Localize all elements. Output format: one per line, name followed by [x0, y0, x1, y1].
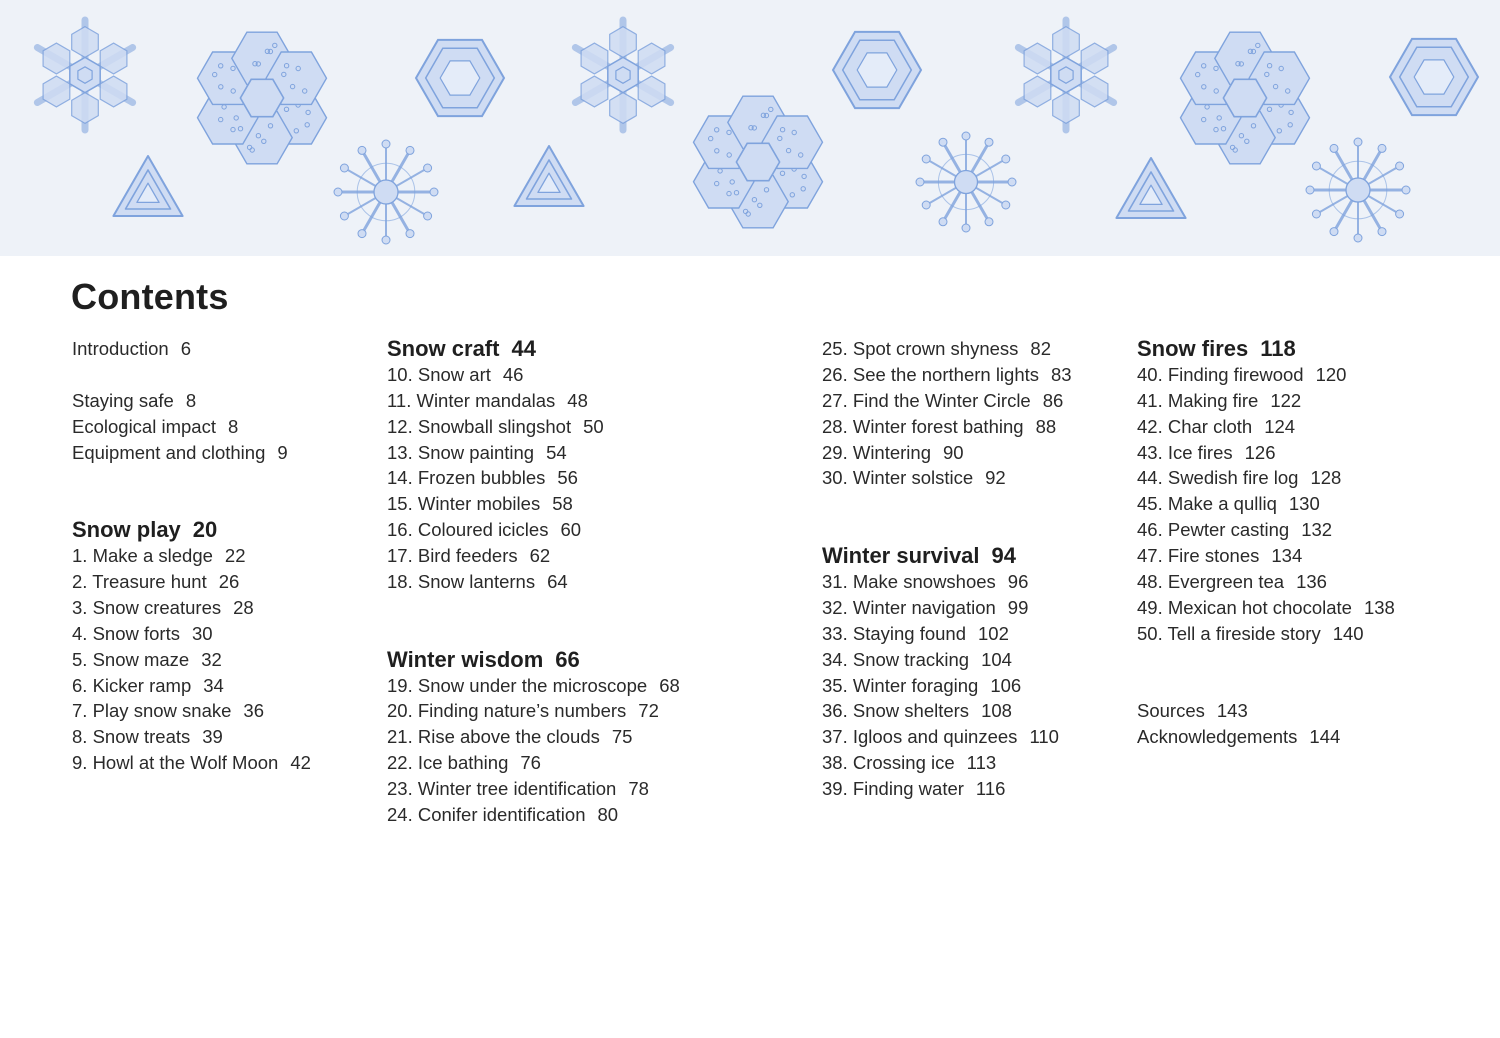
entry-page: 96 — [1007, 571, 1029, 593]
entry-page: 99 — [1007, 596, 1029, 618]
entry-page: 62 — [529, 545, 551, 567]
snowflake-dendrite-icon — [916, 132, 1016, 232]
entry-page: 86 — [1042, 389, 1064, 411]
entry-title: Acknowledgements — [1137, 726, 1298, 748]
toc-entry[interactable] — [822, 621, 1072, 647]
toc-entry[interactable] — [1137, 491, 1395, 517]
section-heading-page: 44 — [511, 336, 536, 361]
entry-page: 102 — [978, 622, 1009, 644]
toc-entry-introduction[interactable] — [72, 336, 311, 362]
entry-title: 44. Swedish fire log — [1137, 467, 1299, 489]
entry-page: 136 — [1296, 571, 1327, 593]
toc-entry[interactable] — [822, 724, 1072, 750]
section-snow-fires — [1137, 336, 1395, 647]
toc-entry[interactable] — [387, 414, 680, 440]
entry-page: 124 — [1264, 415, 1296, 437]
toc-entry[interactable] — [1137, 569, 1395, 595]
entry-page: 138 — [1363, 596, 1395, 618]
entry-title: 48. Evergreen tea — [1137, 571, 1285, 593]
toc-entry[interactable] — [387, 491, 680, 517]
entry-title: 43. Ice fires — [1137, 441, 1233, 463]
entry-page: 22 — [224, 545, 246, 567]
entry-page: 122 — [1270, 389, 1302, 411]
entry-title: 11. Winter mandalas — [387, 389, 556, 411]
entry-title: 20. Finding nature’s numbers — [387, 700, 627, 722]
entry-title: 19. Snow under the microscope — [387, 674, 648, 696]
toc-entry[interactable] — [822, 776, 1072, 802]
entry-page: 92 — [985, 467, 1006, 489]
entry-title: 21. Rise above the clouds — [387, 726, 600, 748]
section-heading-page: 66 — [555, 646, 580, 672]
entry-page: 8 — [185, 389, 197, 411]
entry-title: 31. Make snowshoes — [822, 571, 996, 593]
toc-entry[interactable] — [387, 802, 680, 828]
toc-column-2 — [387, 336, 680, 828]
toc-entry[interactable] — [387, 698, 680, 724]
entry-title: 49. Mexican hot chocolate — [1137, 596, 1352, 618]
toc-entry[interactable] — [822, 673, 1072, 699]
entry-title: 3. Snow creatures — [72, 596, 222, 618]
entry-title: Introduction — [72, 338, 169, 359]
toc-entry[interactable] — [72, 543, 311, 569]
entry-title: 39. Finding water — [822, 778, 964, 800]
toc-entry-ecological-impact[interactable] — [72, 414, 311, 440]
entry-title: 6. Kicker ramp — [72, 674, 192, 696]
snowflake-plate-icon — [198, 32, 327, 164]
snowflake-hexagon-icon — [833, 32, 921, 108]
section-heading-title: Winter survival — [822, 543, 980, 569]
toc-entry[interactable] — [72, 698, 311, 724]
entry-title: 12. Snowball slingshot — [387, 415, 572, 437]
toc-entry[interactable] — [387, 724, 680, 750]
entry-title: 47. Fire stones — [1137, 545, 1260, 567]
section-heading[interactable] — [822, 543, 1072, 569]
entry-title: 4. Snow forts — [72, 622, 180, 644]
toc-column-4 — [1137, 336, 1395, 750]
entry-page: 42 — [290, 752, 311, 774]
entry-page: 56 — [557, 467, 578, 489]
section-snow-play — [72, 517, 311, 776]
entry-page: 50 — [583, 415, 604, 437]
entry-title: 8. Snow treats — [72, 726, 191, 748]
entry-title: 45. Make a qulliq — [1137, 493, 1277, 515]
toc-entry[interactable] — [72, 595, 311, 621]
entry-page: 144 — [1309, 726, 1341, 748]
entry-page: 76 — [520, 752, 541, 774]
section-heading[interactable] — [387, 336, 680, 362]
entry-title: 23. Winter tree identification — [387, 778, 617, 800]
entry-title: 37. Igloos and quinzees — [822, 726, 1018, 748]
entry-page: 104 — [981, 648, 1012, 670]
snowflake-illustration — [0, 0, 1500, 256]
entry-title: 34. Snow tracking — [822, 648, 970, 670]
toc-entry[interactable] — [1137, 414, 1395, 440]
entry-page: 78 — [628, 778, 649, 800]
entry-title: 38. Crossing ice — [822, 752, 955, 774]
page-title: Contents — [71, 276, 229, 317]
entry-title: 40. Finding firewood — [1137, 363, 1304, 385]
snowflake-plate-icon — [694, 96, 823, 228]
snowflake-stellar-icon — [37, 20, 132, 130]
toc-entry[interactable] — [822, 595, 1072, 621]
entry-page: 39 — [202, 726, 223, 748]
toc-entry[interactable] — [387, 440, 680, 466]
entry-page: 58 — [552, 493, 573, 515]
entry-page: 120 — [1315, 363, 1347, 385]
entry-title: 13. Snow painting — [387, 441, 535, 463]
entry-title: 32. Winter navigation — [822, 596, 996, 618]
toc-entry[interactable] — [1137, 440, 1395, 466]
entry-title: 2. Treasure hunt — [72, 571, 207, 593]
toc-entry[interactable] — [72, 621, 311, 647]
toc-entry[interactable] — [1137, 465, 1395, 491]
toc-column-1 — [72, 336, 311, 776]
entry-page: 68 — [659, 674, 680, 696]
toc-entry[interactable] — [387, 362, 680, 388]
toc-entry[interactable] — [387, 776, 680, 802]
snowflake-triangle-icon — [1116, 158, 1185, 218]
toc-entry[interactable] — [822, 388, 1072, 414]
toc-entry[interactable] — [387, 465, 680, 491]
entry-title: 22. Ice bathing — [387, 752, 509, 774]
toc-entry[interactable] — [72, 750, 311, 776]
entry-title: Staying safe — [72, 389, 174, 411]
entry-page: 48 — [567, 389, 588, 411]
toc-entry-staying-safe[interactable] — [72, 388, 311, 414]
entry-page: 8 — [227, 415, 239, 437]
entry-page: 80 — [597, 804, 619, 826]
toc-entry[interactable] — [72, 647, 311, 673]
entry-page: 75 — [611, 726, 633, 748]
entry-page: 126 — [1244, 441, 1276, 463]
entry-page: 130 — [1288, 493, 1320, 515]
entry-page: 113 — [966, 752, 997, 774]
toc-entry[interactable] — [822, 336, 1072, 362]
entry-title: Equipment and clothing — [72, 441, 266, 463]
toc-entry[interactable] — [387, 750, 680, 776]
entry-page: 54 — [546, 441, 567, 463]
entry-page: 116 — [975, 778, 1006, 800]
entry-title: 35. Winter foraging — [822, 674, 979, 696]
toc-entry[interactable] — [1137, 621, 1395, 647]
entry-page: 9 — [277, 441, 288, 463]
entry-title: 9. Howl at the Wolf Moon — [72, 752, 279, 774]
entry-page: 110 — [1029, 726, 1059, 748]
section-winter-wisdom — [387, 647, 680, 828]
section-heading-page: 94 — [991, 543, 1017, 569]
toc-entry[interactable] — [1137, 517, 1395, 543]
entry-page: 34 — [203, 674, 224, 696]
toc-entry-acknowledgements[interactable] — [1137, 724, 1395, 750]
section-snow-craft — [387, 336, 680, 595]
toc-entry[interactable] — [822, 440, 1072, 466]
snowflake-banner — [0, 0, 1500, 256]
snowflake-triangle-icon — [514, 146, 583, 206]
entry-page: 72 — [638, 700, 659, 722]
entry-title: 33. Staying found — [822, 622, 966, 644]
snowflake-hexagon-icon — [416, 40, 504, 116]
toc-entry[interactable] — [1137, 543, 1395, 569]
section-winter-wisdom-continued — [822, 336, 1072, 491]
entry-title: 1. Make a sledge — [72, 545, 213, 567]
snowflake-dendrite-icon — [334, 140, 438, 244]
snowflake-stellar-icon — [1018, 20, 1113, 130]
toc-entry[interactable] — [72, 673, 311, 699]
toc-entry[interactable] — [822, 647, 1072, 673]
entry-page: 132 — [1301, 519, 1333, 541]
entry-title: 25. Spot crown shyness — [822, 338, 1019, 359]
entry-page: 106 — [990, 674, 1022, 696]
entry-title: 10. Snow art — [387, 363, 491, 385]
entry-page: 143 — [1216, 700, 1248, 722]
toc-entry[interactable] — [387, 543, 680, 569]
entry-title: 5. Snow maze — [72, 648, 190, 670]
section-winter-survival — [822, 543, 1072, 802]
entry-title: 26. See the northern lights — [822, 363, 1040, 385]
section-heading[interactable] — [72, 517, 311, 543]
entry-page: 26 — [218, 571, 240, 593]
entry-title: 15. Winter mobiles — [387, 493, 541, 515]
entry-title: 27. Find the Winter Circle — [822, 389, 1031, 411]
toc-entry-equipment-and-clothing[interactable] — [72, 440, 311, 466]
entry-page: 140 — [1332, 622, 1364, 644]
toc-entry[interactable] — [72, 569, 311, 595]
entry-page: 30 — [191, 622, 213, 644]
section-heading[interactable] — [1137, 336, 1395, 362]
entry-title: Ecological impact — [72, 415, 216, 437]
entry-title: 7. Play snow snake — [72, 700, 232, 722]
section-heading-title: Winter wisdom — [387, 646, 544, 672]
toc-entry[interactable] — [822, 698, 1072, 724]
snowflake-triangle-icon — [113, 156, 182, 216]
toc-entry[interactable] — [1137, 595, 1395, 621]
entry-page: 36 — [243, 700, 264, 722]
toc-column-3 — [822, 336, 1072, 802]
entry-title: 16. Coloured icicles — [387, 519, 549, 541]
entry-title: 17. Bird feeders — [387, 545, 518, 567]
entry-page: 134 — [1271, 545, 1303, 567]
toc-entry[interactable] — [822, 465, 1072, 491]
toc-entry[interactable] — [387, 569, 680, 595]
entry-title: 29. Wintering — [822, 441, 931, 463]
entry-title: 30. Winter solstice — [822, 467, 974, 489]
entry-page: 82 — [1030, 338, 1051, 359]
toc-entry[interactable] — [387, 673, 680, 699]
toc-entry[interactable] — [1137, 362, 1395, 388]
entry-page: 64 — [547, 571, 568, 593]
section-heading-page: 118 — [1260, 336, 1296, 361]
entry-title: 42. Char cloth — [1137, 415, 1253, 437]
section-heading-title: Snow fires — [1137, 336, 1249, 361]
snowflake-stellar-icon — [575, 20, 670, 130]
section-heading-page: 20 — [192, 517, 218, 543]
toc-entry[interactable] — [822, 362, 1072, 388]
entry-title: 18. Snow lanterns — [387, 571, 536, 593]
section-heading-title: Snow craft — [387, 336, 500, 361]
entry-title: 41. Making fire — [1137, 389, 1259, 411]
section-heading[interactable] — [387, 647, 680, 673]
entry-page: 46 — [502, 363, 524, 385]
toc-entry-sources[interactable] — [1137, 698, 1395, 724]
toc-entry[interactable] — [822, 569, 1072, 595]
entry-page: 128 — [1310, 467, 1342, 489]
entry-title: Sources — [1137, 700, 1205, 722]
entry-page: 83 — [1051, 363, 1072, 385]
entry-title: 46. Pewter casting — [1137, 519, 1290, 541]
toc-entry[interactable] — [822, 414, 1072, 440]
entry-title: 24. Conifer identification — [387, 804, 586, 826]
entry-page: 28 — [233, 596, 254, 618]
toc-entry[interactable] — [387, 388, 680, 414]
toc-entry[interactable] — [1137, 388, 1395, 414]
entry-title: 28. Winter forest bathing — [822, 415, 1024, 437]
entry-title: 14. Frozen bubbles — [387, 467, 546, 489]
entry-title: 50. Tell a fireside story — [1137, 622, 1321, 644]
entry-title: 36. Snow shelters — [822, 700, 970, 722]
snowflake-dendrite-icon — [1306, 138, 1410, 242]
entry-page: 88 — [1035, 415, 1057, 437]
entry-page: 32 — [201, 648, 222, 670]
entry-page: 108 — [981, 700, 1012, 722]
toc-entry[interactable] — [72, 724, 311, 750]
entry-page: 6 — [180, 338, 191, 359]
snowflake-plate-icon — [1181, 32, 1310, 164]
snowflake-hexagon-icon — [1390, 39, 1478, 115]
entry-page: 90 — [943, 441, 964, 463]
toc-entry[interactable] — [822, 750, 1072, 776]
entry-page: 60 — [560, 519, 582, 541]
section-heading-title: Snow play — [72, 517, 181, 543]
toc-entry[interactable] — [387, 517, 680, 543]
